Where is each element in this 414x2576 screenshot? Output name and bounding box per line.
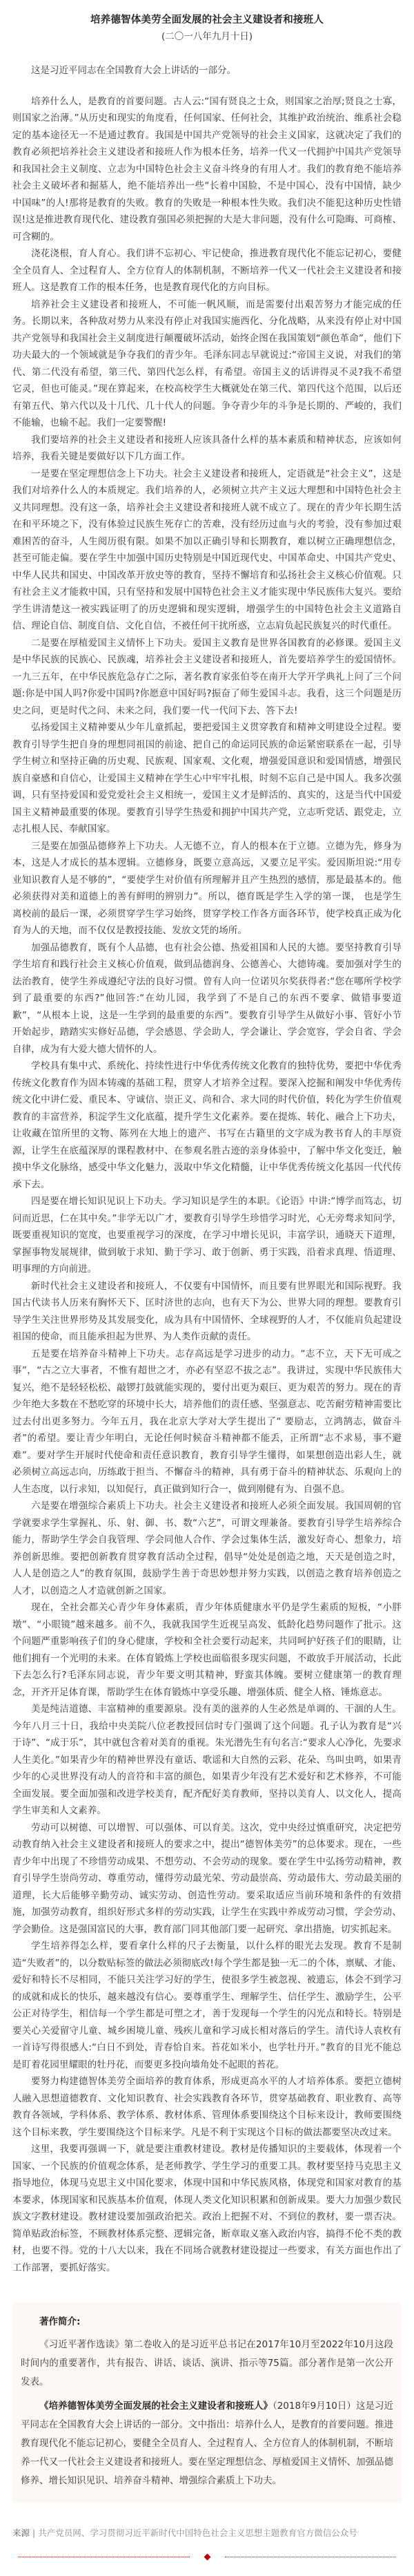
body-paragraph: 美是纯洁道德、丰富精神的重要源泉。没有美的滋养的人生必然是单调的、干涸的人生。今年八月三十日，我给中央美院八位老教授回信时专门强调了这个问题。孔子认为教育是“兴于诗”、“成于乐”，其中就包含着对美育的重视。朱光潜先生有句名言:“要求人心净化，先要求人生美化。”如果青少年的精神世界没有童话、歌谣和大自然的云彩、花朵、鸟叫虫鸣，如果青少年的心灵世界没有动人的音符和丰富的颜色，如果青少年没有艺术爱好和艺术修养，不可能全面发展。要全面加强和改进学校美育，配齐配好美育教师，坚持以美育人、以文化人，提高学生审美和人文素养。	[12, 1704, 402, 1816]
source-separator: |	[30, 2528, 39, 2538]
body-paragraph: 学生培养得怎么样，要看拿什么样的尺子去衡量，以什么样的眼光去发现。教育不是制造“失败者”的，以分数贴标签的做法必须彻底改!每个学生都是独一无二的个体，禀赋、才能、爱好和特长不尽相同，不能只关注学习好的学生，使很多学生被忽视、被遗忘，体会不到学习的成就和成长的快乐，越来越没有信心。要尊重学生、理解学生、信任学生、激励学生，公平公正对待学生，相信每一个学生都是可塑之才，善于发现每一个学生的闪光点和特长。特别是要关心关爱留守儿童、城乡困境儿童、残疾儿童和学习成长相对落后的学生。清代诗人袁枚有一首诗写得很感人:“白日不到处，青春恰自来。苔花如米小，也学牡丹开。”教育的目光不能总是盯着花园里耀眼的牡丹花，而要更多投向墙角处不起眼的苔花。	[12, 1940, 402, 2070]
body-paragraph: 四是要在增长知识见识上下功夫。学习知识是学生的本职。《论语》中讲:“博学而笃志，切问而近思，仁在其中矣。”非学无以广才，要教育引导学生珍惜学习时光，心无旁骛求知问学，既要重视知识的宽度，也要重视学习的深度，在学习中增长见识，丰富学识，通晓天下道理，掌握事物发展规律，做到敏于求知、勤于学习、敢于创新、勇于实践，沿着求真理、悟道理、明事理的方向前进。	[12, 1196, 402, 1275]
article-body	[12, 93, 402, 2277]
body-paragraph: 浇花浇根，育人育心。我们讲不忘初心、牢记使命，推进教育现代化不能忘记初心，要健全全员育人、全过程育人、全方位育人的体制机制，不断培养一代又一代社会主义建设者和接班人。这是教育工作的根本任务，也是教育现代化的方向目标。	[12, 248, 402, 293]
work-intro-box	[12, 2302, 402, 2503]
body-paragraph: 六是要在增强综合素质上下功夫。社会主义建设者和接班人必须全面发展。我国周朝的官学就要求学生掌握礼、乐、射、御、书、数“六艺”，可谓文理兼备。要教育引导学生培养综合能力，帮助学生学会自我管理、学会同他人合作、学会过集体生活，激发好奇心、想象力，培养创新思维。要把创新教育贯穿教育活动全过程，倡导“处处是创造之地，天天是创造之时，人人是创造之人”的教育氛围，鼓励学生善于奇思妙想并努力实践，以创造之教育培养创造之人才，以创造之人才造就创新之国家。	[12, 1500, 402, 1596]
intro-work-summary: （2018年9月10日）这是习近平同志在全国教育大会上讲话的一部分。文中指出：培养什么人，是教育的首要问题。推进教育现代化不能忘记初心，要健全全员育人、全过程育人、全方位育人的体制机制，不断培养一代又一代社会主义建设者和接班人。要在坚定理想信念、厚植爱国主义情怀、加强品德修养、增长知识见识、培养奋斗精神、增强综合素质上下功夫。	[21, 2401, 394, 2486]
article-lead: 这是习近平同志在全国教育大会上讲话的一部分。	[31, 65, 236, 76]
body-paragraph: 现在，全社会都关心青少年身体素质，青少年体质健康水平仍是学生素质的短板，“小胖墩”、“小眼镜”越来越多。前不久，我就我国学生近视呈高发、低龄化趋势问题作了批示。这个问题严重影响孩子们的身心健康，学校和全社会要行动起来，共同呵护好孩子们的眼睛，让他们拥有一个光明的未来。在体育锻炼上学校也面临很多现实问题，不敢放手开展活动，长此下去怎么行?毛泽东同志说，青少年要文明其精神，野蛮其体魄。要树立健康第一的教育理念，开齐开足体育课，帮助学生在体育锻炼中享受乐趣、增强体质、健全人格、锤炼意志。	[12, 1602, 402, 1698]
body-paragraph: 劳动可以树德、可以增智、可以强体、可以育美。这次，党中央经过慎重研究，决定把劳动教育纳入社会主义建设者和接班人的要求之中，提出“德智体美劳”的总体要求。现在，一些青少年中出现了不珍惜劳动成果、不想劳动、不会劳动的现象。要在学生中弘扬劳动精神，教育引导学生崇尚劳动、尊重劳动，懂得劳动最光荣、劳动最崇高、劳动最伟大、劳动最美丽的道理，长大后能够辛勤劳动、诚实劳动、创造性劳动。要采取适应当前环境和条件的有效措施，加强劳动教育，组织好形式多样的劳动实践，让学生在实践中养成劳动习惯，学会劳动、学会勤俭。这是强国富民的大事，教育部门同其他部门要一起研究、拿出措施，切实抓起来。	[12, 1822, 402, 1935]
source-label: 来源	[12, 2528, 30, 2538]
body-paragraph: 弘扬爱国主义精神要从少年儿童抓起，要把爱国主义贯穿教育和精神文明建设全过程。要教育引导学生把自身的理想同祖国的前途、把自己的命运同民族的命运紧密联系在一起，引导学生树立和坚持正确的历史观、民族观、国家观、文化观，增强爱国意识和爱国情感，增强民族自豪感和自信心，让爱国主义精神在学生心中牢牢扎根，时刻不忘自己是中国人。我多次强调，只有坚持爱国和爱党爱社会主义相统一，爱国主义才是鲜活的、真实的，这是当代中国爱国主义精神最重要的体现。要教育引导学生热爱和拥护中国共产党，立志听党话、跟党走，立志扎根人民、奉献国家。	[12, 722, 402, 834]
body-paragraph: 加强品德教育，既有个人品德，也有社会公德、热爱祖国和人民的大德。要坚持教育引导学生培育和践行社会主义核心价值观，做到品德润身、公德善心、大德铸魂。要加强对学生的法治教育，使学生养成遵纪守法的良好习惯。曾有人向一位诺贝尔奖获得者:“您在哪所学校学到了最重要的东西?”他回答:“在幼儿园，我学到了不是自己的东西不要拿、做错事要道歉”，“从根本上说，这是一生学到的最重要的东西”。要教育引导学生从做好小事、管好小节开始起步，踏踏实实修好品德，学会感恩、学会助人，学会谦让、学会宽容，学会自省、学会自律，成为有大爱大德大情怀的人。	[12, 942, 402, 1055]
body-paragraph: 我们要培养的社会主义建设者和接班人应该具备什么样的基本素质和精神状态，应该如何培养，我看关键是要做好以下几方面工作。	[12, 434, 402, 462]
body-paragraph: 三是要在加强品德修养上下功夫。人无德不立，育人的根本在于立德。立德为先，修身为本，这是人才成长的基本逻辑。立德修身，既要立意高远，又要立足平实。爱因斯坦说:“用专业知识教育人是不够的”，“要使学生对价值有所理解并且产生热烈的感情，那是最基本的。他必须获得对美和道德上的善有鲜明的辨别力”。所以，德育既是学生入学的第一课， 也是学生离校前的最后一课，必须贯穿学生学习始终，贯穿学校工作各方面各环节，使学校真正成为化育为人的天地，而不仅仅是教授技能、发放文凭的场所。	[12, 840, 402, 936]
body-paragraph: 五是要在培养奋斗精神上下功夫。志存高远是学习进步的动力。“志不立，天下无可成之事”，“古之立大事者，不惟有超世之才，亦必有坚忍不拔之志”。我讲过，实现中华民族伟大复兴，绝不是轻轻松松、敲锣打鼓就能实现的，要付出更为艰巨、更为艰苦的努力。现在的青少年绝大多数在不愁吃穿的环境中长大，培养他们的责任感、坚强意志、吃苦耐劳精神需要比过去付出更多努力。今年五月，我在北京大学对大学生提出了“ 要励志，立鸿鹄志，做奋斗者”的希望。要让青少年明白，无论任何时候奋斗精神都不能丢，正所谓“志不求易，事不避难”。要对学生开展时代使命和责任意识教育，教育引导学生懂得，如果想创造出彩人生，就必须树立高远志向，历练敢于担当、不懈奋斗的精神，具有勇于奋斗的精神状态、乐观向上的人生态度，以行求知，以知促行，真正做到知行合一，做到刚健有为、自强不息。	[12, 1348, 402, 1495]
source-line	[12, 2526, 402, 2540]
body-paragraph: 学校具有集中式、系统化、持续性进行中华优秀传统文化教育的独特优势，要把中华优秀传统文化教育作为固本铸魂的基础工程，贯穿人才培养全过程。要深入挖掘和阐发中华优秀传统文化中讲仁爱、重民本、守诚信、崇正义、尚和合、求大同的时代价值，转化为学生价值观教育的丰富营养，积淀学生文化底蕴，提升学生文化素养。要在提炼、转化、融合上下功夫，让收藏在馆所里的文物、陈列在大地上的遗产、书写在古籍里的文字成为教书育人的丰厚资源，让学生在底蕴深厚的课程教材中、在参观名胜古迹的亲身体验中，了解中华文化变迁，触摸中华文化脉络，感受中华文化魅力，汲取中华文化精髓，让中华优秀传统文化基因一代代传承下去。	[12, 1060, 402, 1190]
bottom-padding	[12, 2562, 402, 2576]
decorative-divider	[12, 2551, 402, 2562]
intro-heading: 著作简介:	[39, 2316, 81, 2327]
source-text: 共产党员网、学习贯彻习近平新时代中国特色社会主义思想主题教育官方微信公众号	[38, 2528, 357, 2538]
body-paragraph: 一是要在坚定理想信念上下功夫。社会主义建设者和接班人，定语就是“社会主义”，这是我们对培养什么人的本质规定。我们培养的人，必须树立共产主义远大理想和中国特色社会主义共同理想。没有这一条，培养社会主义建设者和接班人就不成立了。现在的青少年长期生活在和平环境之下，没有体验过民族生死存亡的苦难，没有经历过血与火的考验，没有参加过艰难困苦的奋斗，人生阅历很有限。如果不加以正确引导和长期教育，难以树立正确理想信念，甚至可能走偏。要在学生中加强中国历史特别是中国近现代史、中国革命史、中国共产党史、中华人民共和国史、中国改革开放史等的教育，坚持不懈培育和弘扬社会主义核心价值观。只有社会主义才能救中国，只有坚持和发展中国特色社会主义才能实现中华民族伟大复兴。要给学生讲清楚这一被实践证明了的历史逻辑和现实逻辑，增强学生的中国特色社会主义道路自信、理论自信、制度自信、文化自信，不被任何干扰所惑，立志肩负起民族复兴的时代重任。	[12, 468, 402, 631]
intro-paragraph	[21, 2397, 393, 2490]
intro-paragraph: 《习近平著作选读》第二卷收入的是习近平总书记在2017年10月至2022年10月这段时间内的重要著作，共有报告、讲话、谈话、演讲、指示等75篇。部分著作是第一次公开发表。	[21, 2339, 393, 2387]
body-paragraph: 要努力构建德智体美劳全面培养的教育体系，形成更高水平的人才培养体系。要把立德树人融入思想道德教育、文化知识教育、社会实践教育各环节，贯穿基础教育、职业教育、高等教育各领域，学科体系、教学体系、教材体系、管理体系要围绕这个目标来设计，教师要围绕这个目标来教，学生要围绕这个目标来学。凡是不利于实现这个目标的做法都要坚决改过来。	[12, 2076, 402, 2138]
spacer	[12, 2276, 402, 2302]
body-paragraph: 二是要在厚植爱国主义情怀上下功夫。爱国主义教育是世界各国教育的必修课。爱国主义是中华民族的民族心、民族魂，培养社会主义建设者和接班人，首先要培养学生的爱国情怀。一九三五年，在中华民族危急存亡之际，著名教育家张伯苓在南开大学开学典礼上问了三个问题:你是中国人吗?你爱中国吗?你愿意中国好吗?振奋了师生爱国斗志。我看，这三个问题是历史之问，更是时代之问、未来之问，我们要一代一代问下去、答下去!	[12, 637, 402, 716]
body-paragraph: 培养社会主义建设者和接班人，不可能一帆风顺，而是需要付出艰苦努力才能完成的任务。长期以来，各种敌对势力从来没有停止对我国实施西化、分化战略，从来没有停止对中国共产党领导和我国社会主义制度进行颠覆破坏活动，始终企图在我国策划“颜色革命”，他们下功夫最大的一个领域就是争夺我们的青少年。毛泽东同志早就说过:“帝国主义说，对我们的第代、第二代没有希望，第三代、第四代怎么样，有希望。帝国主义的话讲得灵不灵?我不希望它灵，但也可能灵。”现在算起来，在校高校学生大概就处在第三代、第四代这个范围，以后还有第五代、第六代以及十几代、几十代人的问题。争夺青少年的斗争是长期的、严峻的，我们不能输，也输不起。我们一定要警醒!	[12, 298, 402, 428]
intro-work-title: 《培养德智体美劳全面发展的社会主义建设者和接班人》	[39, 2401, 273, 2412]
diamond-icon	[204, 2553, 210, 2560]
article-title: 培养德智体美劳全面发展的社会主义建设者和接班人	[90, 15, 324, 26]
body-paragraph: 新时代社会主义建设者和接班人，不仅要有中国情怀，而且要有世界眼光和国际视野。我国古代读书人历来有胸怀天下、匡时济世的志向，也有天下为公、世界大同的理想。要教育引导学生关注世界形势及其发展变化，成为具有中国情怀、全球视野的人才，不仅能肩负起建设祖国的使命，而且能承担起为世界、为人类作贡献的责任。	[12, 1280, 402, 1342]
body-paragraph: 这里，我要再强调一下，就是要注重教材建设。教材是传播知识的主要载体，体现着一个国家、一个民族的价值观念体系，是老师教学、学生学习的重要工具。教材要坚持马克思主义指导地位，体现马克思主义中国化要求，体现中国和中华民族风格，体现党和国家对教育的基本要求，体现国家和民族基本价值观，体现人类文化知识积累和创新成果。要大力加强少数民族文字教材建设。教材建设要加强政治把关。政治上把握不对、不到位的教材，要一票否决。简单贴政治标签，不顾教材体系完整、逻辑完备，断章取义塞入政治内容，搞得不伦不类的教材，也要不得。党的十八大以来，我在不同场合就教材建设提过一些要求，有关方面也作出了工作部署，要抓好落实。	[12, 2144, 402, 2273]
article-date: (二〇一八年九月十日)	[161, 31, 253, 42]
body-paragraph: 培养什么人，是教育的首要问题。古人云:“国有贤良之士众，则国家之治厚;贤良之士寡，则国家之治薄。”从历史和现实的角度看，任何国家、任何社会，其维护政治统治、维系社会稳定的基本途径无一不是通过教育。我国是中国共产党领导的社会主义国家，这就决定了我们的教育必须把培养社会主义建设者和接班人作为根本任务，培养一代又一代拥护中国共产党领导和我国社会主义制度、立志为中国特色社会主义奋斗终身的有用人才。我们的教育绝不能培养社会主义破坏者和掘墓人，绝不能培养出一些“长着中国脸，不是中国心，没有中国情，缺少中国味”的人!那将是教育的失败。教育的失败是一种根本性失败。我们决不能犯这种历史性错误!这是推进教育现代化、建设教育强国必须把握的大是大非问题，没有什么可隐晦、可商榷、可含糊的。	[12, 95, 402, 242]
